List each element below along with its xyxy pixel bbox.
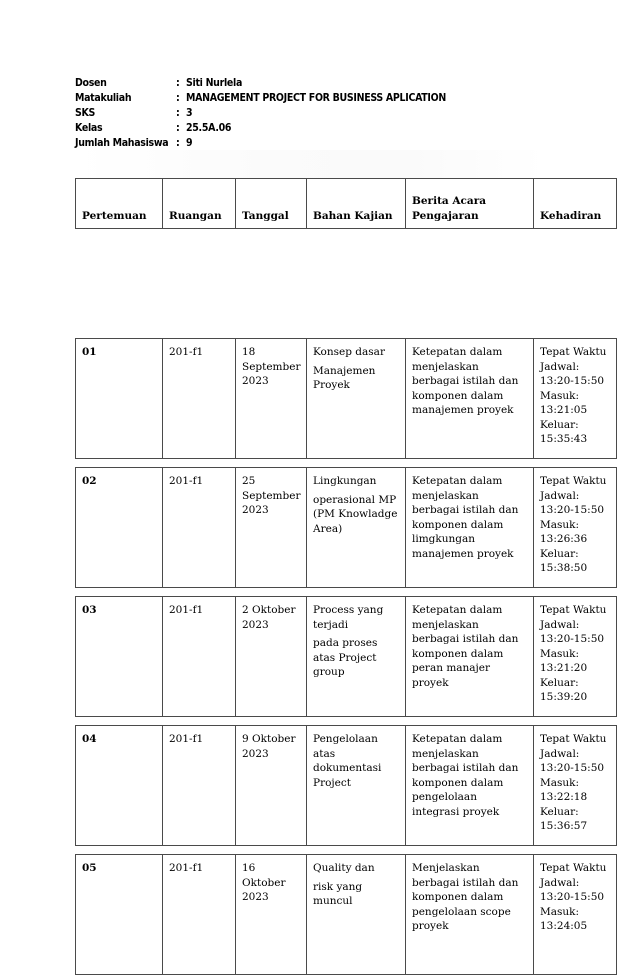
jadwal-label: Jadwal:: [540, 876, 580, 889]
attendance: [534, 597, 617, 717]
sks-label: SKS: [75, 107, 96, 119]
matakuliah-label: Matakuliah: [75, 92, 132, 104]
attendance-status: Tepat Waktu: [540, 604, 607, 616]
room: 201-f1: [163, 468, 236, 588]
jadwal-label: Jadwal:: [540, 489, 580, 502]
kelas-value: 25.5A.06: [186, 122, 232, 134]
topic: [307, 468, 406, 588]
jadwal-time: 13:20-15:50: [540, 762, 605, 774]
topic: [307, 855, 406, 975]
masuk-time: 13:24:05: [540, 920, 588, 932]
jadwal-label: Jadwal:: [540, 747, 580, 760]
meeting-number: 04: [76, 726, 163, 846]
jadwal-time: 13:20-15:50: [540, 375, 605, 387]
date: 2 Oktober 2023: [236, 597, 307, 717]
teaching-report: Ketepatan dalam menjelaskan berbagai istilah dan komponen dalam limgkungan manajemen proyek: [406, 468, 534, 588]
col-header-kehadiran: Kehadiran: [534, 179, 617, 229]
table-row: [76, 339, 617, 459]
attendance-table: [75, 178, 617, 975]
colon: :: [176, 77, 180, 89]
attendance-status: Tepat Waktu: [540, 862, 607, 874]
attendance: [534, 855, 617, 975]
attendance: [534, 339, 617, 459]
header-shade: [75, 150, 545, 178]
teaching-report: Menjelaskan berbagai istilah dan komponen dalam pengelolaan scope proyek: [406, 855, 534, 975]
table-header-row: [76, 179, 617, 229]
keluar-time: 15:36:57: [540, 820, 588, 832]
room: 201-f1: [163, 726, 236, 846]
topic-line-1: Quality dan: [313, 862, 375, 874]
keluar-time: 15:35:43: [540, 433, 588, 445]
date: 18 September 2023: [236, 339, 307, 459]
teaching-report: Ketepatan dalam menjelaskan berbagai istilah dan komponen dalam pengelolaan integrasi proyek: [406, 726, 534, 846]
jumlah-mahasiswa-value: 9: [186, 137, 193, 149]
col-header-bahan-kajian: Bahan Kajian: [307, 179, 406, 229]
teaching-report: Ketepatan dalam menjelaskan berbagai istilah dan komponen dalam peran manajer proyek: [406, 597, 534, 717]
jadwal-time: 13:20-15:50: [540, 891, 605, 903]
topic-line-2: pada proses atas Project group: [313, 637, 378, 678]
topic-line-2: Manajemen Proyek: [313, 364, 376, 391]
masuk-time: 13:21:05: [540, 404, 588, 416]
meeting-number: 01: [76, 339, 163, 459]
masuk-time: 13:22:18: [540, 791, 588, 803]
room: 201-f1: [163, 339, 236, 459]
topic: [307, 726, 406, 846]
keluar-label: Keluar:: [540, 676, 579, 689]
meeting-number: 02: [76, 468, 163, 588]
dosen-value: Siti Nurlela: [186, 77, 243, 89]
jadwal-label: Jadwal:: [540, 618, 580, 631]
keluar-time: 15:38:50: [540, 562, 588, 574]
col-header-pertemuan: Pertemuan: [76, 179, 163, 229]
date: 9 Oktober 2023: [236, 726, 307, 846]
col-header-ruangan: Ruangan: [163, 179, 236, 229]
colon: :: [176, 92, 180, 104]
table-row: [76, 468, 617, 588]
meeting-number: 05: [76, 855, 163, 975]
colon: :: [176, 137, 180, 149]
teaching-report: Ketepatan dalam menjelaskan berbagai istilah dan komponen dalam manajemen proyek: [406, 339, 534, 459]
topic-line-2: operasional MP (PM Knowladge Area): [313, 493, 398, 535]
attendance-status: Tepat Waktu: [540, 346, 607, 358]
dosen-label: Dosen: [75, 77, 107, 89]
room: 201-f1: [163, 597, 236, 717]
topic-line-1: Lingkungan: [313, 475, 377, 487]
attendance-status: Tepat Waktu: [540, 475, 607, 487]
keluar-label: Keluar:: [540, 805, 579, 818]
topic: [307, 339, 406, 459]
masuk-label: Masuk:: [540, 647, 580, 660]
matakuliah-value: MANAGEMENT PROJECT FOR BUSINESS APLICATION: [186, 92, 446, 104]
masuk-time: 13:21:20: [540, 662, 588, 674]
masuk-label: Masuk:: [540, 776, 580, 789]
attendance: [534, 726, 617, 846]
jadwal-time: 13:20-15:50: [540, 504, 605, 516]
topic-line-1: Process yang terjadi: [313, 604, 384, 631]
colon: :: [176, 122, 180, 134]
meeting-number: 03: [76, 597, 163, 717]
topic: [307, 597, 406, 717]
attendance: [534, 468, 617, 588]
date: 16 Oktober 2023: [236, 855, 307, 975]
table-row: [76, 597, 617, 717]
col-header-tanggal: Tanggal: [236, 179, 307, 229]
masuk-label: Masuk:: [540, 905, 580, 918]
table-row: [76, 855, 617, 975]
keluar-time: 15:39:20: [540, 691, 588, 703]
masuk-label: Masuk:: [540, 389, 580, 402]
jumlah-mahasiswa-label: Jumlah Mahasiswa: [75, 137, 169, 149]
colon: :: [176, 107, 180, 119]
room: 201-f1: [163, 855, 236, 975]
masuk-time: 13:26:36: [540, 533, 588, 545]
topic-line-2: risk yang muncul: [313, 880, 363, 907]
keluar-label: Keluar:: [540, 418, 579, 431]
kelas-label: Kelas: [75, 122, 103, 134]
table-row: [76, 726, 617, 846]
date: 25 September 2023: [236, 468, 307, 588]
col-header-berita-acara: Berita Acara Pengajaran: [406, 179, 534, 229]
jadwal-time: 13:20-15:50: [540, 633, 605, 645]
masuk-label: Masuk:: [540, 518, 580, 531]
attendance-status: Tepat Waktu: [540, 733, 607, 745]
jadwal-label: Jadwal:: [540, 360, 580, 373]
topic-line-1: Konsep dasar: [313, 346, 385, 358]
topic-line-1: Pengelolaan atas dokumentasi Project: [313, 733, 382, 789]
keluar-label: Keluar:: [540, 547, 579, 560]
sks-value: 3: [186, 107, 193, 119]
